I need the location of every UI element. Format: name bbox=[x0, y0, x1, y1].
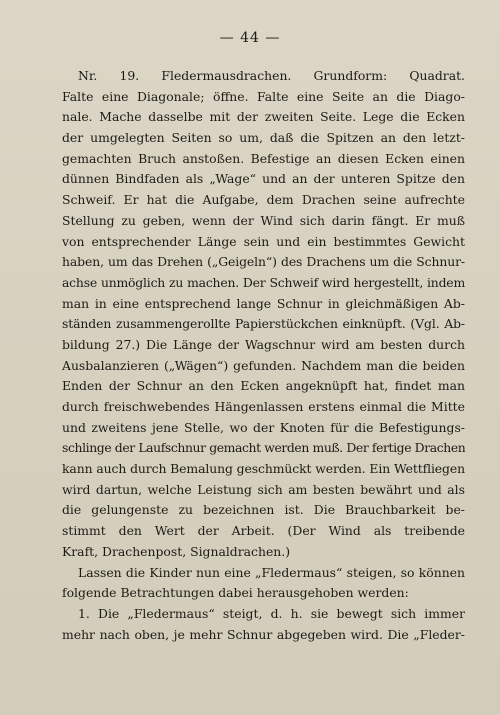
text-line: haben, um das Drehen („Geigeln“) des Drachens um die Schnur- bbox=[62, 254, 465, 270]
text-line: die gelungenste zu bezeichnen ist. Die Brauchbarkeit be- bbox=[62, 502, 465, 518]
text-line: bildung 27.) Die Länge der Wagschnur wird am besten durch bbox=[62, 336, 465, 352]
text-line: gemachten Bruch anstoßen. Befestige an diesen Ecken einen bbox=[62, 150, 465, 166]
page-number: — 44 — bbox=[219, 30, 281, 46]
text-line: Falte eine Diagonale; öffne. Falte eine Seite an die Diago- bbox=[62, 88, 465, 104]
text-line: kann auch durch Bemalung geschmückt werden. Ein Wettfliegen bbox=[62, 461, 465, 477]
text-line: von entsprechender Länge sein und ein bestimmtes Gewicht bbox=[62, 233, 465, 249]
text-line: Nr. 19. Fledermausdrachen. Grundform: Quadrat. bbox=[78, 68, 465, 83]
text-line: Schweif. Er hat die Aufgabe, dem Drachen seine aufrechte bbox=[62, 192, 465, 208]
text-line: wird dartun, welche Leistung sich am besten bewährt und als bbox=[62, 481, 465, 497]
text-line: Stellung zu geben, wenn der Wind sich darin fängt. Er muß bbox=[62, 212, 465, 228]
body-text bbox=[62, 66, 465, 645]
text-line: durch freischwebendes Hängenlassen erstens einmal die Mitte bbox=[62, 399, 465, 414]
text-line: und zweitens jene Stelle, wo der Knoten für die Befestigungs- bbox=[62, 419, 465, 435]
text-line: 1. Die „Fledermaus“ steigt, d. h. sie bewegt sich immer bbox=[78, 605, 465, 621]
text-line: mehr nach oben, je mehr Schnur abgegeben wird. Die „Fleder- bbox=[62, 626, 465, 642]
paragraph-2 bbox=[62, 563, 465, 646]
paragraph-1 bbox=[62, 66, 465, 563]
text-line: ständen zusammengerollte Papierstückchen einknüpft. (Vgl. Ab- bbox=[62, 316, 465, 332]
text-line: dünnen Bindfaden als „Wage“ und an der unteren Spitze den bbox=[62, 171, 465, 187]
text-line: schlinge der Laufschnur gemacht werden muß. Der fertige Drachen bbox=[62, 440, 465, 456]
text-line: man in eine entsprechend lange Schnur in gleichmäßigen Ab- bbox=[62, 295, 465, 311]
text-line: der umgelegten Seiten so um, daß die Spitzen an den letzt- bbox=[62, 130, 465, 146]
text-line: Lassen die Kinder nun eine „Fledermaus“ steigen, so können bbox=[78, 564, 465, 580]
text-line: Enden der Schnur an den Ecken angeknüpft hat, findet man bbox=[62, 378, 465, 394]
text-line: Kraft, Drachenpost, Signaldrachen.) bbox=[62, 543, 291, 559]
text-line: stimmt den Wert der Arbeit. (Der Wind als treibende bbox=[62, 523, 465, 539]
text-line: folgende Betrachtungen dabei herausgehoben werden: bbox=[62, 585, 409, 601]
text-line: nale. Mache dasselbe mit der zweiten Seite. Lege die Ecken bbox=[62, 109, 465, 125]
text-line: achse unmöglich zu machen. Der Schweif wird hergestellt, indem bbox=[62, 274, 465, 290]
text-line: Ausbalanzieren („Wägen“) gefunden. Nachdem man die beiden bbox=[62, 357, 465, 373]
